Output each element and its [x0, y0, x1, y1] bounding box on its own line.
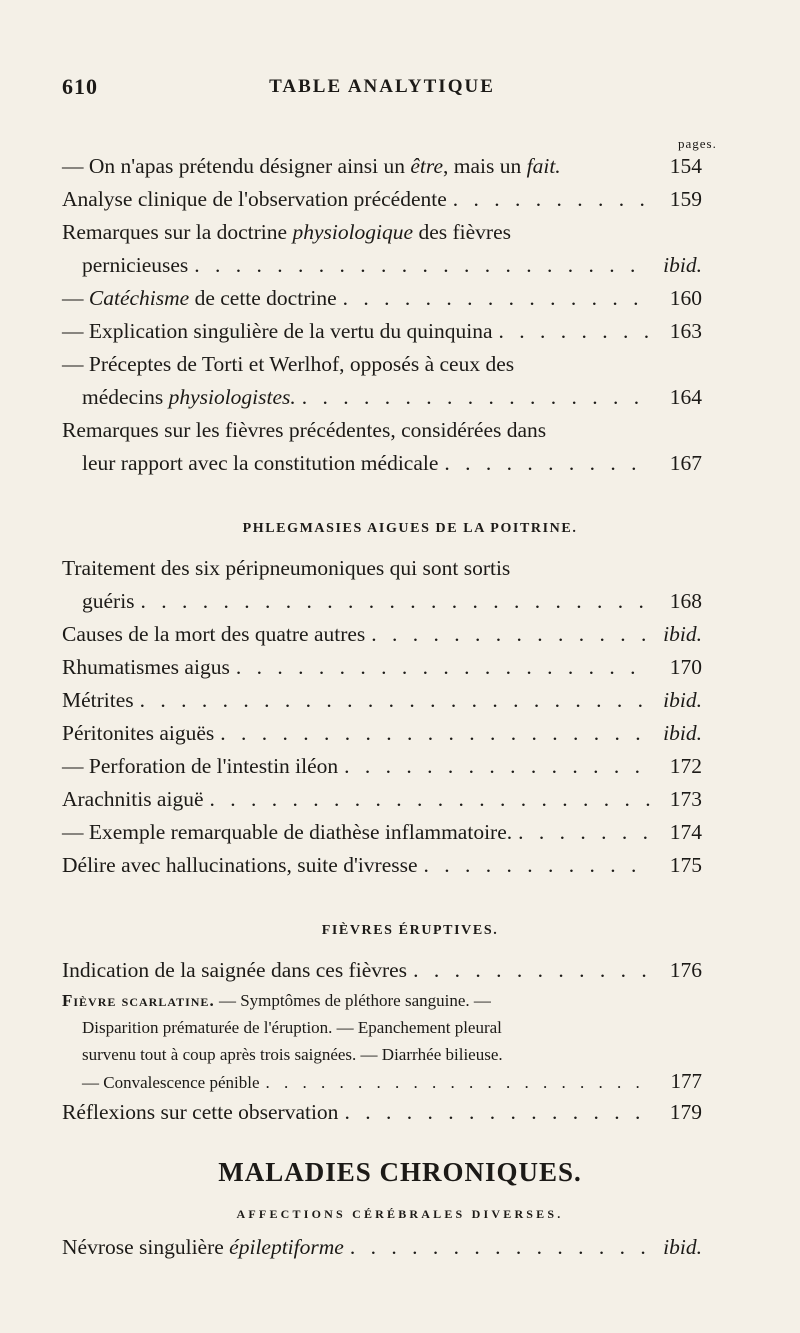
leader-dots [499, 315, 651, 348]
entry-page: 163 [669, 319, 702, 343]
entry-text-part: Remarques sur les fièvres précédentes, considérées dans [62, 418, 547, 442]
leader-dots [371, 618, 650, 651]
entry-text [62, 150, 656, 183]
entry-page: 177 [670, 1069, 702, 1093]
entry-text-line: survenu tout à coup après trois saignées. — Diarrhée bilieuse. [82, 1045, 503, 1064]
entry-text-part: — On n'apas prétendu désigner ainsi un [62, 154, 411, 178]
entry-text-part: médecins [82, 385, 169, 409]
toc-entry [0, 684, 800, 717]
entry-line [0, 849, 800, 882]
entry-line [0, 150, 800, 183]
entry-text [62, 849, 418, 882]
entry-group-a [0, 150, 800, 480]
section-heading-phlegmasies: PHLEGMASIES AIGUES DE LA POITRINE. [242, 521, 578, 536]
entry-page: 164 [669, 385, 702, 409]
entry-line [0, 816, 800, 849]
toc-entry [0, 954, 800, 987]
entry-text-part: Traitement des six péripneumoniques qui sont sortis [62, 556, 511, 580]
pages-column-label: pages. [678, 136, 717, 151]
toc-entry [0, 849, 800, 882]
entry-page: ibid. [663, 688, 702, 712]
entry-text [62, 216, 511, 249]
entry-line [0, 216, 800, 249]
entry-text [62, 552, 510, 585]
entry-text [62, 348, 514, 381]
entry-text-part: , mais un [443, 154, 527, 178]
entry-text-part: Causes de la mort des quatre autres [62, 622, 366, 646]
entry-text-emphasis: Catéchisme [88, 286, 190, 310]
toc-entry [0, 1231, 800, 1264]
toc-entry [0, 183, 800, 216]
entry-text-part: des fièvres [413, 220, 511, 244]
entry-text-part: — Perforation de l'intestin iléon [62, 754, 339, 778]
entry-text-emphasis: fait. [526, 154, 561, 178]
entry-page: ibid. [663, 1235, 702, 1259]
entry-text-emphasis: physiologistes. [168, 385, 296, 409]
leader-dots [220, 717, 650, 750]
entry-group-e [0, 1231, 800, 1264]
entry-fievre-scarlatine [0, 987, 800, 1096]
running-title: TABLE ANALYTIQUE [269, 76, 495, 97]
leader-dots [141, 585, 650, 618]
entry-line [0, 348, 800, 381]
entry-page: 172 [669, 754, 702, 778]
entry-group-c [0, 954, 800, 987]
entry-line [0, 585, 800, 618]
entry-text [62, 750, 338, 783]
toc-entry [0, 618, 800, 651]
toc-entry [0, 150, 800, 183]
entry-line [0, 651, 800, 684]
leader-dots [350, 1231, 650, 1264]
entry-line [0, 1096, 800, 1129]
entry-text [62, 315, 493, 348]
entry-line [0, 717, 800, 750]
leader-dots [302, 381, 650, 414]
entry-text [62, 717, 214, 750]
entry-page: 174 [669, 820, 702, 844]
leader-dots [343, 282, 650, 315]
entry-text [62, 1096, 338, 1129]
entry-text-emphasis: épileptiforme [229, 1235, 344, 1259]
toc-entry [0, 216, 800, 282]
leader-dots [518, 816, 650, 849]
subsection-heading-affections: AFFECTIONS CÉRÉBRALES DIVERSES. [236, 1207, 564, 1221]
entry-line [0, 447, 800, 480]
entry-text [62, 618, 365, 651]
entry-page: 179 [669, 1100, 702, 1124]
entry-text-line: — Symptômes de pléthore sanguine. — [214, 991, 491, 1010]
entry-page: 159 [669, 187, 702, 211]
entry-text-part: — Exemple remarquable de diathèse inflammatoire. [62, 820, 513, 844]
entry-text-part: — Préceptes de Torti et Werlhof, opposés à ceux des [62, 352, 515, 376]
entry-line [0, 381, 800, 414]
toc-entry [0, 816, 800, 849]
leader-dots [344, 1096, 650, 1129]
section-heading-maladies-chroniques: MALADIES CHRONIQUES. [218, 1157, 582, 1187]
toc-entry [0, 1096, 800, 1129]
entry-page: 170 [669, 655, 702, 679]
entry-text [62, 954, 407, 987]
entry-line [0, 783, 800, 816]
entry-text [62, 651, 230, 684]
entry-group-b [0, 552, 800, 882]
toc-entry [0, 315, 800, 348]
entry-text-line: — Convalescence pénible [82, 1073, 260, 1092]
leader-dots [344, 750, 650, 783]
entry-text-part: Délire avec hallucinations, suite d'ivresse [62, 853, 418, 877]
leader-dots [210, 783, 651, 816]
entry-page: ibid. [663, 721, 702, 745]
entry-text [82, 585, 135, 618]
entry-line [0, 249, 800, 282]
toc-entry [0, 651, 800, 684]
entry-text-part: pernicieuses [82, 253, 189, 277]
entry-page: 154 [669, 154, 702, 178]
entry-text [62, 282, 337, 315]
toc-entry [0, 750, 800, 783]
entry-line [0, 282, 800, 315]
toc-entry [0, 348, 800, 414]
entry-line [0, 315, 800, 348]
entry-text-emphasis: physiologique [292, 220, 414, 244]
entry-text [62, 684, 134, 717]
entry-text-emphasis: être [410, 154, 444, 178]
section-heading-fievres-eruptives: FIÈVRES ÉRUPTIVES. [321, 923, 499, 938]
entry-line [0, 1231, 800, 1264]
entry-line [0, 954, 800, 987]
toc-entry [0, 552, 800, 618]
entry-text-part: Analyse clinique de l'observation précédente [62, 187, 447, 211]
toc-entry [0, 414, 800, 480]
toc-entry [0, 783, 800, 816]
entry-line [0, 183, 800, 216]
entry-text [62, 816, 512, 849]
entry-text-part: de cette doctrine [189, 286, 337, 310]
entry-text-part: Remarques sur la doctrine [62, 220, 293, 244]
leader-dots [266, 1069, 651, 1096]
page-header [62, 74, 702, 114]
leader-dots [424, 849, 650, 882]
entry-text [82, 381, 296, 414]
leader-dots [413, 954, 650, 987]
entry-text-part: Péritonites aiguës [62, 721, 215, 745]
entry-text-part: guéris [82, 589, 135, 613]
entry-text-line: Disparition prématurée de l'éruption. — Epanchement pleural [82, 1018, 502, 1037]
entry-text-part: Névrose singulière [62, 1235, 230, 1259]
entry-text-part: Métrites [62, 688, 134, 712]
entry-text-part: leur rapport avec la constitution médicale [82, 451, 439, 475]
entry-text-part: Indication de la saignée dans ces fièvres [62, 958, 408, 982]
table-of-contents [0, 150, 800, 1264]
entry-line [0, 552, 800, 585]
entry-group-d [0, 1096, 800, 1129]
entry-page: 160 [669, 286, 702, 310]
entry-text-part: Arachnitis aiguë [62, 787, 204, 811]
toc-entry [0, 717, 800, 750]
leader-dots [444, 447, 650, 480]
entry-lead: Fièvre scarlatine. [62, 991, 215, 1010]
entry-text [62, 183, 447, 216]
entry-text-part: Réflexions sur cette observation [62, 1100, 339, 1124]
leader-dots [236, 651, 650, 684]
entry-page: ibid. [663, 253, 702, 277]
entry-text-part: — [62, 286, 89, 310]
leader-dots [194, 249, 650, 282]
entry-text [82, 249, 188, 282]
page-number: 610 [62, 74, 98, 99]
leader-dots [453, 183, 650, 216]
entry-text [62, 783, 204, 816]
entry-line [0, 414, 800, 447]
entry-text-part: — Explication singulière de la vertu du quinquina [62, 319, 493, 343]
entry-page: ibid. [663, 622, 702, 646]
entry-text [62, 414, 546, 447]
entry-text-part: Rhumatismes aigus [62, 655, 230, 679]
entry-page: 175 [669, 853, 702, 877]
entry-page: 176 [669, 958, 702, 982]
entry-page: 168 [669, 589, 702, 613]
entry-line [0, 750, 800, 783]
entry-line [0, 684, 800, 717]
entry-line [0, 618, 800, 651]
entry-text [62, 1231, 344, 1264]
leader-dots [140, 684, 650, 717]
entry-text [82, 447, 438, 480]
entry-page: 173 [669, 787, 702, 811]
entry-page: 167 [669, 451, 702, 475]
toc-entry [0, 282, 800, 315]
